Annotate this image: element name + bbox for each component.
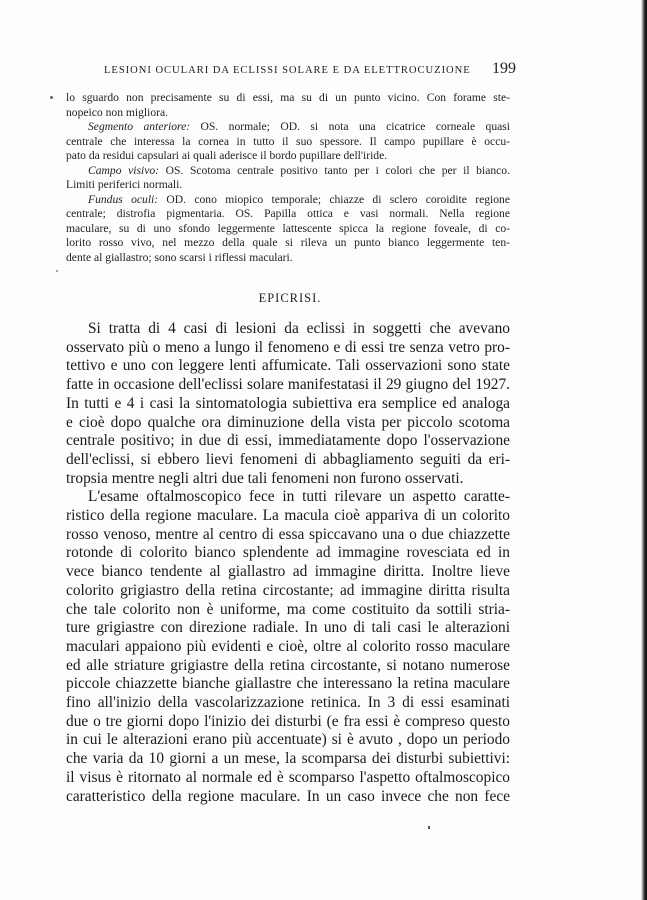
section-heading: EPICRISI. (258, 291, 322, 305)
running-head: LESIONI OCULARI DA ECLISSI SOLARE E DA ELETTROCUZIONE (104, 65, 471, 76)
text-line: ed alle striature grigiastre della retina circostante, si notano numerose (66, 656, 510, 674)
italic-label: Campo visivo: (88, 163, 160, 177)
text-line: il visus è ritornato al normale ed è scomparso l'aspetto oftalmoscopico (66, 768, 510, 786)
text-line: due o tre giorni dopo l'inizio dei disturbi (e fra essi è compreso questo (66, 712, 510, 730)
text-line: tettivo e uno con leggere lenti affumicate. Tali osservazioni sono state (66, 357, 510, 375)
text-line: pato da residui capsulari ai quali aderisce il bordo pupillare dell'iride. (66, 149, 388, 163)
text-line: centrale; distrofia pigmentaria. OS. Papilla ottica e vasi normali. Nella regione (66, 207, 510, 221)
text-run: OS. normale; OD. si nota una cicatrice corneale quasi (190, 120, 510, 134)
text-line: rosso venoso, mentre al centro di essa spiccavano una o due chiazzette (66, 525, 510, 543)
text-line (66, 120, 510, 135)
page-header (86, 60, 516, 82)
text-line: fatte in occasione dell'eclissi solare manifestatasi il 29 giugno del 1927. (66, 376, 510, 394)
italic-label: Fundus oculi: (88, 192, 159, 206)
text-line: osservato più o meno a lungo il fenomeno e di essi tre senza vetro pro- (66, 338, 510, 356)
page-number: 199 (492, 60, 516, 77)
case-note-paragraph (66, 193, 510, 266)
case-notes-block (66, 91, 510, 266)
text-line: nopeico non migliora. (66, 105, 169, 119)
body-paragraph (66, 488, 510, 806)
text-line: rotonde di colorito bianco splendente ad immagine rovesciata ed in (66, 544, 510, 562)
text-line: fino all'inizio della vascolarizzazione retinica. In 3 di essi esaminati (66, 694, 510, 712)
text-line: dell'eclissi, si ebbero lievi fenomeni di abbagliamento seguiti da eri- (66, 450, 510, 468)
case-note-paragraph (66, 164, 510, 193)
text-line: in cui le alterazioni erano più accentuate) si è avuto , dopo un periodo (66, 731, 510, 749)
case-note-paragraph (66, 120, 510, 164)
margin-speck (428, 826, 430, 829)
body-paragraph (66, 320, 510, 488)
text-line: maculari appaiono più evidenti e cioè, oltre al colorito rosso maculare (66, 637, 510, 655)
text-line: ture grigiastre con direzione radiale. In uno di tali casi le alterazioni (66, 619, 510, 637)
italic-label: Segmento anteriore: (88, 120, 191, 134)
text-line: caratteristico della regione maculare. In un caso invece che non fece (66, 787, 510, 805)
text-line: L'esame oftalmoscopico fece in tutti rilevare un aspetto caratte- (88, 488, 510, 506)
text-line: che varia da 10 giorni a un mese, la scomparsa dei disturbi subiettivi: (66, 750, 510, 768)
text-line: ristico della regione maculare. La macula cioè appariva di un colorito (66, 507, 510, 525)
text-line: dente al giallastro; sono scarsi i riflessi maculari. (66, 251, 293, 265)
page-edge-shadow (641, 0, 647, 900)
margin-speck (50, 96, 53, 99)
text-line: maculare, su di uno sfondo leggermente lattescente spicca la regione foveale, di co- (66, 221, 510, 235)
epicrisis-body (66, 320, 510, 806)
text-run: OD. cono miopico temporale; chiazze di sclero coroidite regione (158, 192, 510, 206)
text-line: vece bianco tendente al giallastro ad immagine diritta. Inoltre lieve (66, 563, 510, 581)
text-line: e cioè dopo qualche ora diminuzione della vista per piccolo scotoma (66, 413, 510, 431)
text-line: colorito grigiastro della retina circostante; ad immagine diritta risulta (66, 581, 510, 599)
text-line: centrale positivo; in due di essi, immediatamente dopo l'osservazione (66, 432, 510, 450)
text-line: lorito rosso vivo, nel mezzo della quale si rileva un punto bianco leggermente ten- (66, 236, 510, 250)
case-note-paragraph (66, 91, 510, 120)
text-line: centrale che interessa la cornea in tutto il suo spessore. Il campo pupillare è occu- (66, 134, 510, 148)
text-run: OS. Scotoma centrale positivo tanto per i colori che per il bianco. (159, 163, 510, 177)
text-line: Limiti periferici normali. (66, 178, 183, 192)
margin-speck (56, 270, 58, 272)
text-line: lo sguardo non precisamente su di essi, ma su di un punto vicino. Con forame ste- (66, 91, 510, 104)
text-line (66, 164, 510, 179)
text-line: che tale colorito non è uniforme, ma come costituito da sottili stria- (66, 600, 510, 618)
text-line: Si tratta di 4 casi di lesioni da eclissi in soggetti che avevano (88, 320, 510, 337)
text-line: piccole chiazzette bianche giallastre che interessano la retina maculare (66, 675, 510, 693)
text-line: In tutti e 4 i casi la sintomatologia subiettiva era semplice ed analoga (66, 394, 510, 412)
text-line: tropsia mentre negli altri due tali fenomeni non furono osservati. (66, 469, 464, 487)
text-line (66, 193, 510, 208)
